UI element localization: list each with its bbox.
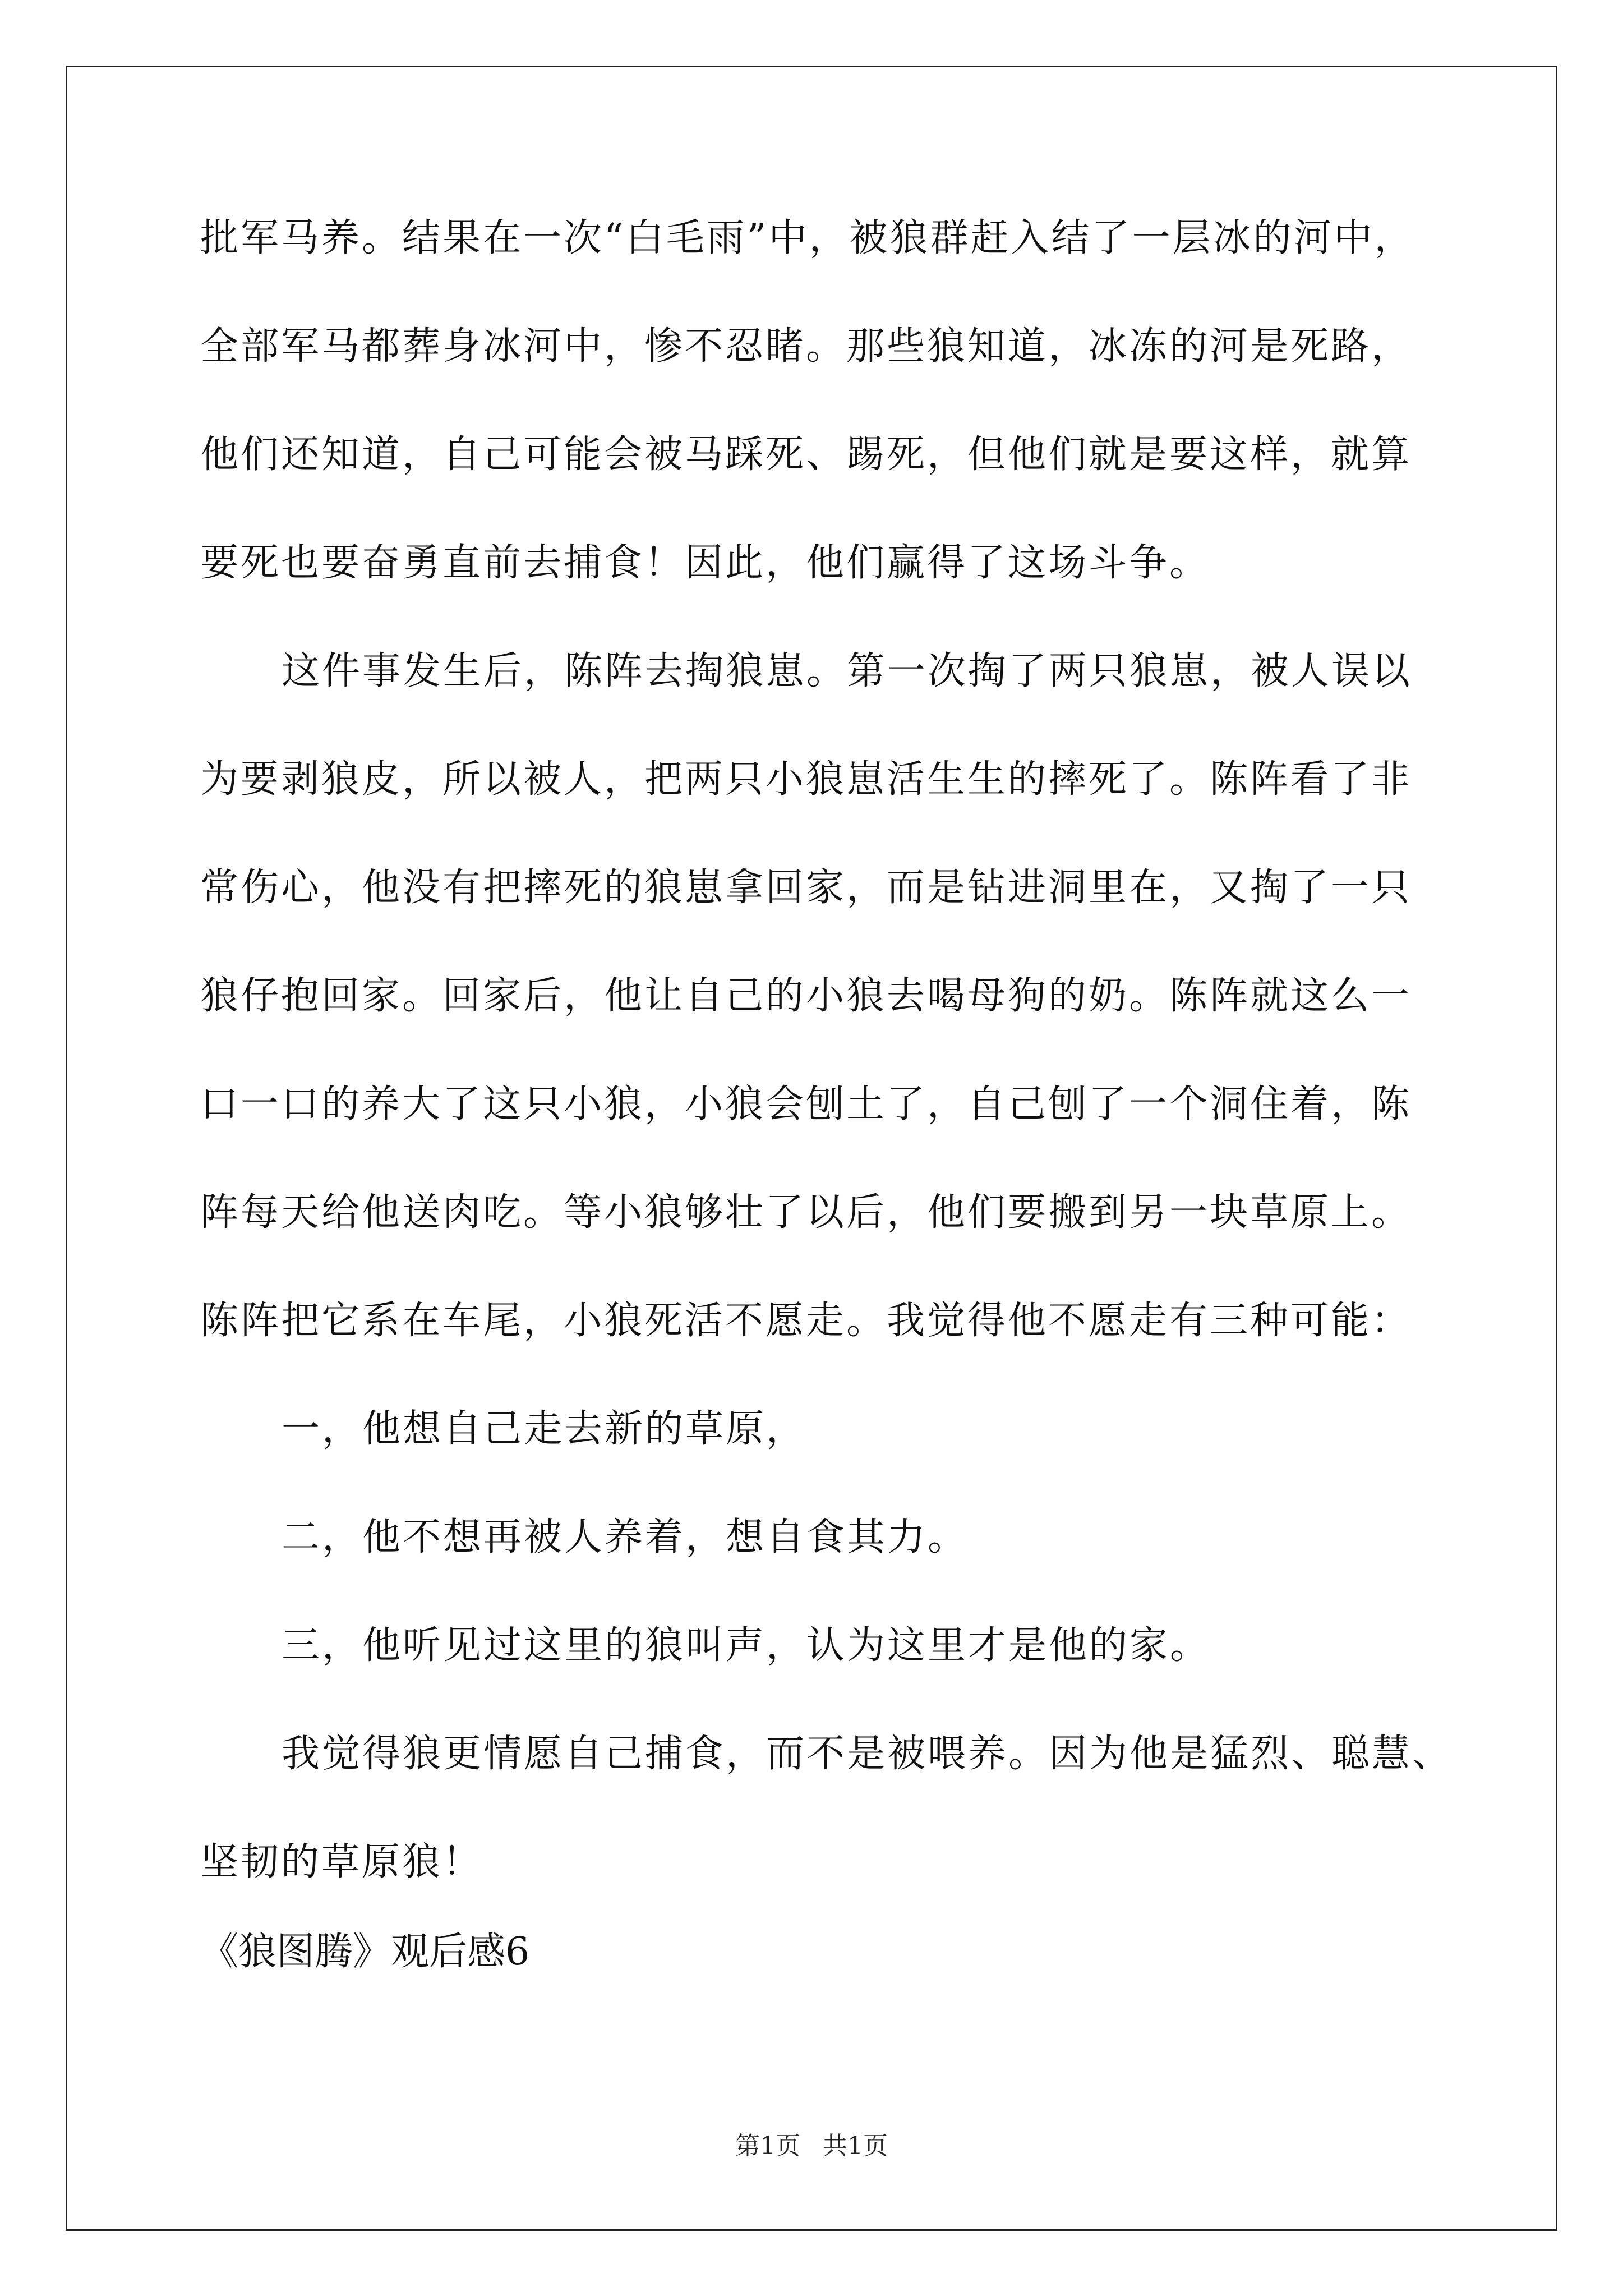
page-border	[66, 66, 1557, 2231]
text-line: 坚韧的草原狼！	[200, 1840, 483, 1884]
list-item-line: 二，他不想再被人养着，想自食其力。	[282, 1515, 969, 1559]
page-footer	[0, 2132, 1623, 2161]
text-line: 陈阵把它系在车尾，小狼死活不愿走。我觉得他不愿走有三种可能：	[200, 1299, 1412, 1343]
text-line: 口一口的养大了这只小狼，小狼会刨土了，自己刨了一个洞住着，陈	[200, 1082, 1412, 1126]
text-line: 狼仔抱回家。回家后，他让自己的小狼去喝母狗的奶。陈阵就这么一	[200, 974, 1412, 1018]
list-item-line: 一，他想自己走去新的草原，	[282, 1407, 807, 1451]
text-line: 要死也要奋勇直前去捕食！因此，他们赢得了这场斗争。	[200, 541, 1210, 585]
text-line: 为要剥狼皮，所以被人，把两只小狼崽活生生的摔死了。陈阵看了非	[200, 757, 1412, 802]
paragraph-start-line: 这件事发生后，陈阵去掏狼崽。第一次掏了两只狼崽，被人误以	[282, 649, 1413, 693]
text-line: 全部军马都葬身冰河中，惨不忍睹。那些狼知道，冰冻的河是死路，	[200, 324, 1412, 369]
text-line: 他们还知道，自己可能会被马踩死、踢死，但他们就是要这样，就算	[200, 432, 1412, 477]
text-line: 阵每天给他送肉吃。等小狼够壮了以后，他们要搬到另一块草原上。	[200, 1190, 1412, 1235]
list-item-line: 三，他听见过这里的狼叫声，认为这里才是他的家。	[282, 1623, 1211, 1668]
section-heading: 《狼图腾》观后感6	[200, 1930, 530, 1974]
text-line: 常伤心，他没有把摔死的狼崽拿回家，而是钻进洞里在，又掏了一只	[200, 866, 1412, 910]
page-number-total: 共1页	[823, 2132, 888, 2160]
paragraph-start-line: 我觉得狼更情愿自己捕食，而不是被喂养。因为他是猛烈、聪慧、	[282, 1732, 1453, 1776]
page-number-current: 第1页	[735, 2132, 800, 2160]
text-line: 批军马养。结果在一次“白毛雨”中，被狼群赶入结了一层冰的河中，	[200, 216, 1415, 260]
